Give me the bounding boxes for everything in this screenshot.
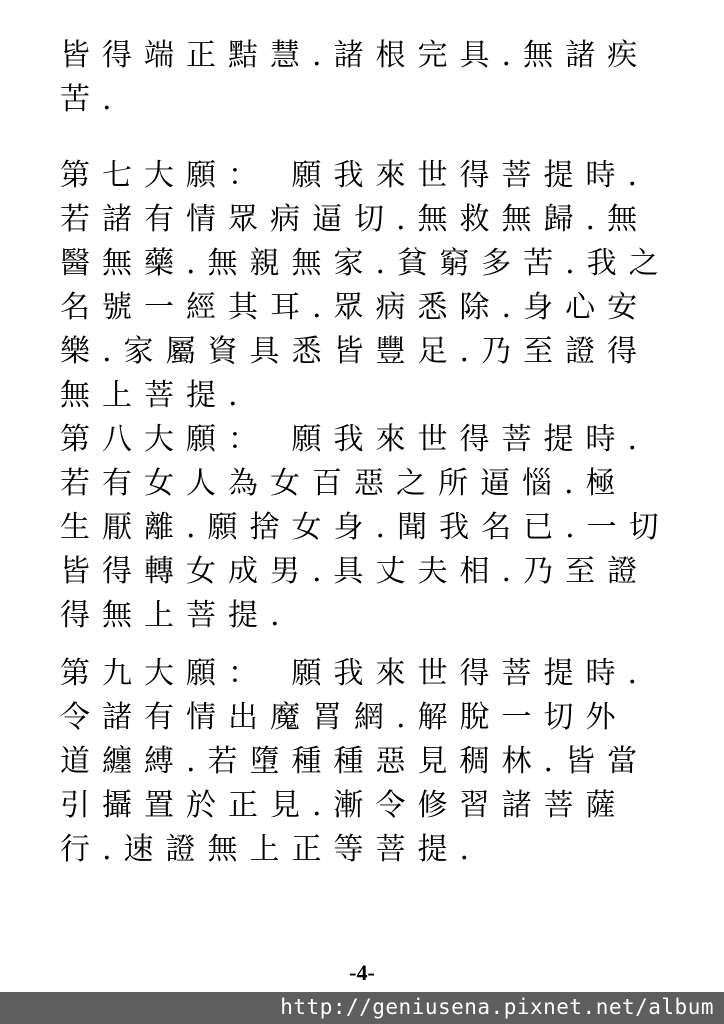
paragraph-continuation [60,36,660,124]
text-line: 行.速證無上正等菩提. [60,832,482,867]
text-line: 無上菩提. [60,378,250,413]
paragraph-ninth-vow [60,654,660,874]
text-line: 第九大願： 願我來世得菩提時. [60,656,650,691]
text-line: 樂.家屬資具悉皆豐足.乃至證得 [60,334,650,369]
text-line: 皆得端正黠慧.諸根完具.無諸疾 [60,38,650,73]
page-number: -4- [349,960,375,985]
footer-url[interactable]: http://geniusena.pixnet.net/album [280,995,714,1019]
text-line: 引攝置於正見.漸令修習諸菩薩 [60,788,628,823]
footer-bar [0,992,724,1024]
text-line: 令諸有情出魔罥網.解脫一切外 [60,700,628,735]
text-line: 苦. [60,82,124,117]
text-line: 若諸有情眾病逼切.無救無歸.無 [60,202,650,237]
text-line: 生厭離.願捨女身.聞我名已.一切 [60,510,671,545]
text-line: 名號一經其耳.眾病悉除.身心安 [60,290,650,325]
text-line: 道纏縛.若墮種種惡見稠林.皆當 [60,744,650,779]
text-line: 醫無藥.無親無家.貧窮多苦.我之 [60,246,671,281]
text-line: 若有女人為女百惡之所逼惱.極 [60,466,628,501]
text-line: 得無上菩提. [60,598,292,633]
paragraph-seventh-vow [60,156,671,420]
text-line: 第七大願： 願我來世得菩提時. [60,158,650,193]
paragraph-eighth-vow [60,420,671,640]
text-line: 皆得轉女成男.具丈夫相.乃至證 [60,554,650,589]
text-line: 第八大願： 願我來世得菩提時. [60,422,650,457]
